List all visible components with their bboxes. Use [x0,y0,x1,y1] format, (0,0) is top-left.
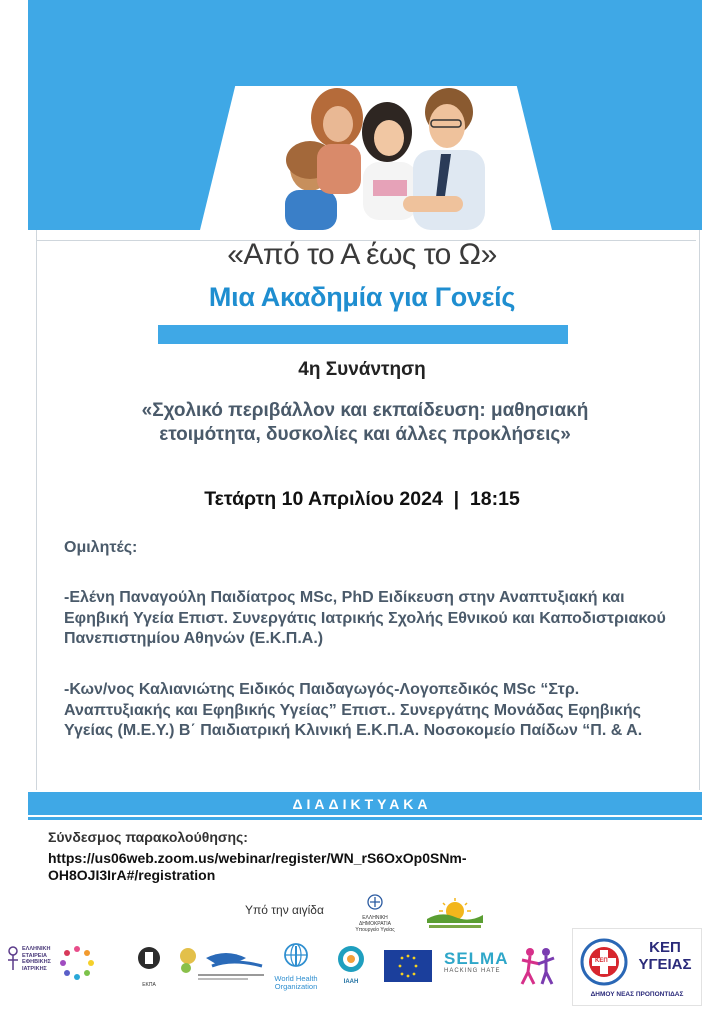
topic-line-2: ετοιμότητα, δυσκολίες και άλλες προκλήσεις» [159,424,571,445]
who-logo: World Health Organization [270,942,322,991]
registration-link[interactable] [48,850,528,884]
kep-health-logo: ΚΕΠ ΚΕΠ ΥΓΕΙΑΣ ΔΗΜΟΥ ΝΕΑΣ ΠΡΟΠΟΝΤΙΔΑΣ [572,928,702,1006]
selma-logo: SELMA HACKING HATE [444,949,509,974]
ekpa-label: ΕΚΠΑ [142,982,156,988]
title-underline-bar [158,325,568,344]
online-label: ΔΙΑΔΙΚΤΥΑΚΑ [292,796,432,812]
dancing-figures-logo [518,944,558,988]
speaker-1: -Ελένη Παναγούλη Παιδίατρος MSc, PhD Ειδίκευση στην Αναπτυξιακή και Εφηβική Υγεία Επιστ. Συνεργάτις Ιατρικής Σχολής Εθνικού και Καποδιστριακού Πανεπιστημίου Αθηνών (Ε.Κ.Π.Α.) [64,589,666,647]
speakers-heading: Ομιλητές: [64,539,138,556]
meeting-number: 4η Συνάντηση [298,359,426,380]
meeting-topic [60,399,670,447]
dots-circle-logo [60,946,94,980]
who-globe-icon [280,942,312,970]
eu-flag-icon [384,950,432,982]
event-date-time: Τετάρτη 10 Απριλίου 2024 | 18:15 [204,488,520,510]
academy-title: «Από το Α έως το Ω» [227,238,497,271]
iaah-logo: IAAH [330,944,372,985]
adolescent-health-unit-logo [176,944,268,984]
online-banner-gap [28,815,702,817]
link-line-1[interactable]: https://us06web.zoom.us/webinar/register/WN_rS6OxOp0SNm- [48,850,467,866]
adolescent-medicine-society-logo: ΕΛΛΗΝΙΚΗ ΕΤΑΙΡΕΙΑ ΕΦΗΒΙΚΗΣ ΙΑΤΡΙΚΗΣ [6,944,56,989]
speaker-2: -Κων/νος Καλιανιώτης Ειδικός Παιδαγωγός-Λογοπεδικός MSc “Στρ. Αναπτυξιακής και Εφηβικής Υγείας” Επιστ.. Συνεργάτης Μονάδας Εφηβικής Υγείας (Μ.Ε.Υ.) Β΄ Παιδιατρική Κλινική Ε.Κ.Π.Α. Νοσοκομείο Παίδων “Π. & Α. [64,681,643,739]
link-line-2[interactable]: OH8OJI3IrA#/registration [48,867,216,883]
link-label: Σύνδεσμος παρακολούθησης: [48,829,248,845]
family-illustration [265,86,495,230]
greek-emblem-icon [367,894,383,910]
ekpa-logo [134,944,164,984]
iaah-emblem-icon [336,944,366,974]
society-figure-icon [6,946,20,972]
sun-landscape-logo [427,897,483,931]
topic-line-1: «Σχολικό περιβάλλον και εκπαίδευση: μαθησιακή [141,400,589,421]
under-auspices-label: Υπό την αιγίδα [245,903,324,917]
hellenic-republic-logo: ΕΛΛΗΝΙΚΗ ΔΗΜΟΚΡΑΤΙΑ Υπουργείο Υγείας [350,894,400,933]
academy-subtitle: Μια Ακαδημία για Γονείς [208,282,516,312]
online-banner-stripe [28,817,702,820]
